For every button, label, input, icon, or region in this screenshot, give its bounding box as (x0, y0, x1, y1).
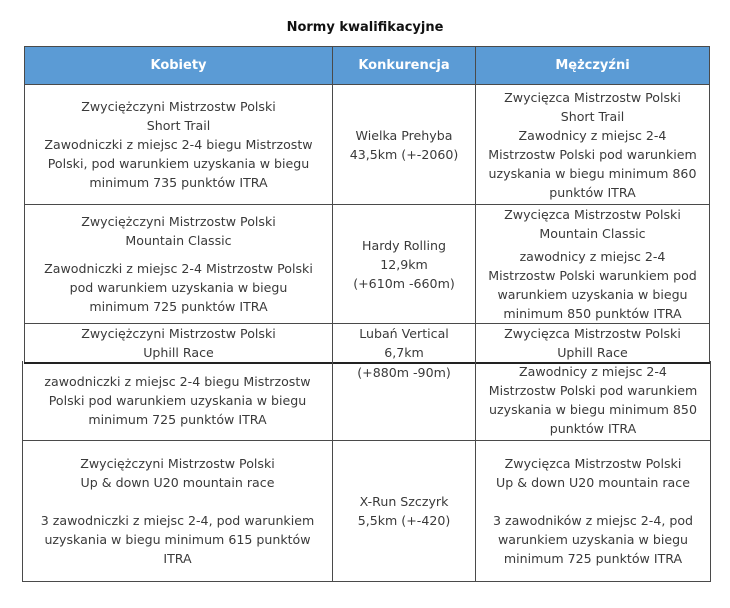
text-line: minimum 725 punktów ITRA (89, 299, 268, 314)
header-competition: Konkurencja (333, 47, 476, 85)
text-line: Zwycięzca Mistrzostw Polski (504, 207, 681, 222)
text-line: uzyskania w biegu minimum 860 (488, 165, 697, 181)
text-line: Polski pod warunkiem uzyskania w biegu (48, 392, 307, 408)
text-line: Uphill Race (557, 345, 628, 360)
cell-women (25, 324, 333, 364)
text-line: minimum 725 punktów ITRA (503, 550, 683, 566)
cell-competition (333, 361, 476, 440)
text-line: uzyskania w biegu minimum 615 punktów (44, 531, 311, 547)
cell-men (476, 205, 710, 324)
qualification-table (24, 46, 710, 364)
table-header-row (25, 47, 710, 85)
table-row-uphill-race (25, 324, 710, 364)
cell-men (476, 361, 711, 440)
text-line: ITRA (163, 550, 192, 566)
text-line: 43,5km (+-2060) (349, 146, 459, 162)
text-line: Zwyciężczyni Mistrzostw Polski (81, 326, 276, 341)
text-line: Uphill Race (143, 345, 214, 360)
text-line: Zwyciężczyni Mistrzostw Polski (81, 99, 276, 114)
text-line: punktów ITRA (549, 184, 636, 200)
cell-competition (333, 85, 476, 205)
text-line: Lubań Vertical (359, 326, 449, 341)
text-line: 3 zawodników z miejsc 2-4, pod (492, 512, 694, 528)
page-title: Normy kwalifikacyjne (286, 20, 444, 35)
text-line: zawodnicy z miejsc 2-4 (519, 249, 666, 264)
text-line: Mistrzostw Polski pod warunkiem (488, 146, 697, 162)
text-line: warunkiem uzyskania w biegu (497, 531, 689, 547)
cell-women (23, 440, 333, 581)
text-line: 5,5km (+-420) (357, 512, 451, 528)
text-line: (+610m -660m) (353, 275, 455, 291)
text-line: Mountain Classic (539, 226, 646, 241)
text-line: Polski, pod warunkiem uzyskania w biegu (47, 156, 310, 171)
text-line: Up & down U20 mountain race (496, 474, 690, 490)
cell-competition (333, 324, 476, 364)
table-row-short-trail (25, 85, 710, 205)
text-line: Up & down U20 mountain race (80, 474, 275, 490)
text-line: 12,9km (380, 256, 428, 272)
text-line: Mistrzostw Polski warunkiem pod (488, 268, 697, 283)
text-line: punktów ITRA (549, 421, 637, 437)
text-line: 6,7km (384, 345, 424, 360)
table-row-up-down-u20 (23, 440, 711, 581)
cell-women (25, 205, 333, 324)
text-line: Zawodnicy z miejsc 2-4 (519, 364, 667, 380)
text-line: 3 zawodniczki z miejsc 2-4, pod warunkiem (40, 512, 315, 528)
text-line: X-Run Szczyrk (359, 493, 449, 509)
cell-competition (333, 440, 476, 581)
text-line: Zwyciężczyni Mistrzostw Polski (81, 214, 276, 229)
text-line: pod warunkiem uzyskania w biegu (69, 280, 288, 295)
header-men: Mężczyźni (476, 47, 710, 85)
cell-men (476, 85, 710, 205)
text-line: Wielka Prehyba (355, 127, 453, 143)
text-line: Zawodniczki z miejsc 2-4 Mistrzostw Polski (44, 261, 313, 276)
cell-women (23, 361, 333, 440)
text-line: warunkiem uzyskania w biegu (497, 287, 688, 302)
text-line: Short Trail (146, 118, 211, 133)
text-line: Hardy Rolling (362, 237, 446, 253)
header-women: Kobiety (25, 47, 333, 85)
text-line: zawodniczki z miejsc 2-4 biegu Mistrzostw (44, 373, 311, 389)
text-line: Zwycięzca Mistrzostw Polski (504, 89, 681, 105)
text-line: Zawodnicy z miejsc 2-4 (518, 127, 667, 143)
cell-men (476, 440, 711, 581)
text-line: Mountain Classic (125, 233, 232, 248)
qualification-table-continued (22, 361, 711, 582)
cell-competition (333, 205, 476, 324)
text-line: minimum 725 punktów ITRA (88, 411, 267, 427)
text-line: minimum 735 punktów ITRA (89, 175, 268, 190)
text-line: uzyskania w biegu minimum 850 (489, 402, 697, 418)
text-line: Mistrzostw Polski pod warunkiem (488, 383, 698, 399)
text-line: Short Trail (560, 108, 625, 124)
cell-men (476, 324, 710, 364)
text-line: Zwyciężczyni Mistrzostw Polski (80, 455, 275, 471)
table-row-uphill-race-continued (23, 361, 711, 440)
text-line: Zwycięzca Mistrzostw Polski (504, 455, 682, 471)
text-line: (+880m -90m) (357, 365, 451, 380)
text-line: Zwycięzca Mistrzostw Polski (504, 326, 681, 341)
text-line: minimum 850 punktów ITRA (503, 306, 682, 321)
cell-women (25, 85, 333, 205)
text-line: Zawodniczki z miejsc 2-4 biegu Mistrzostw (44, 137, 313, 152)
table-row-mountain-classic (25, 205, 710, 324)
